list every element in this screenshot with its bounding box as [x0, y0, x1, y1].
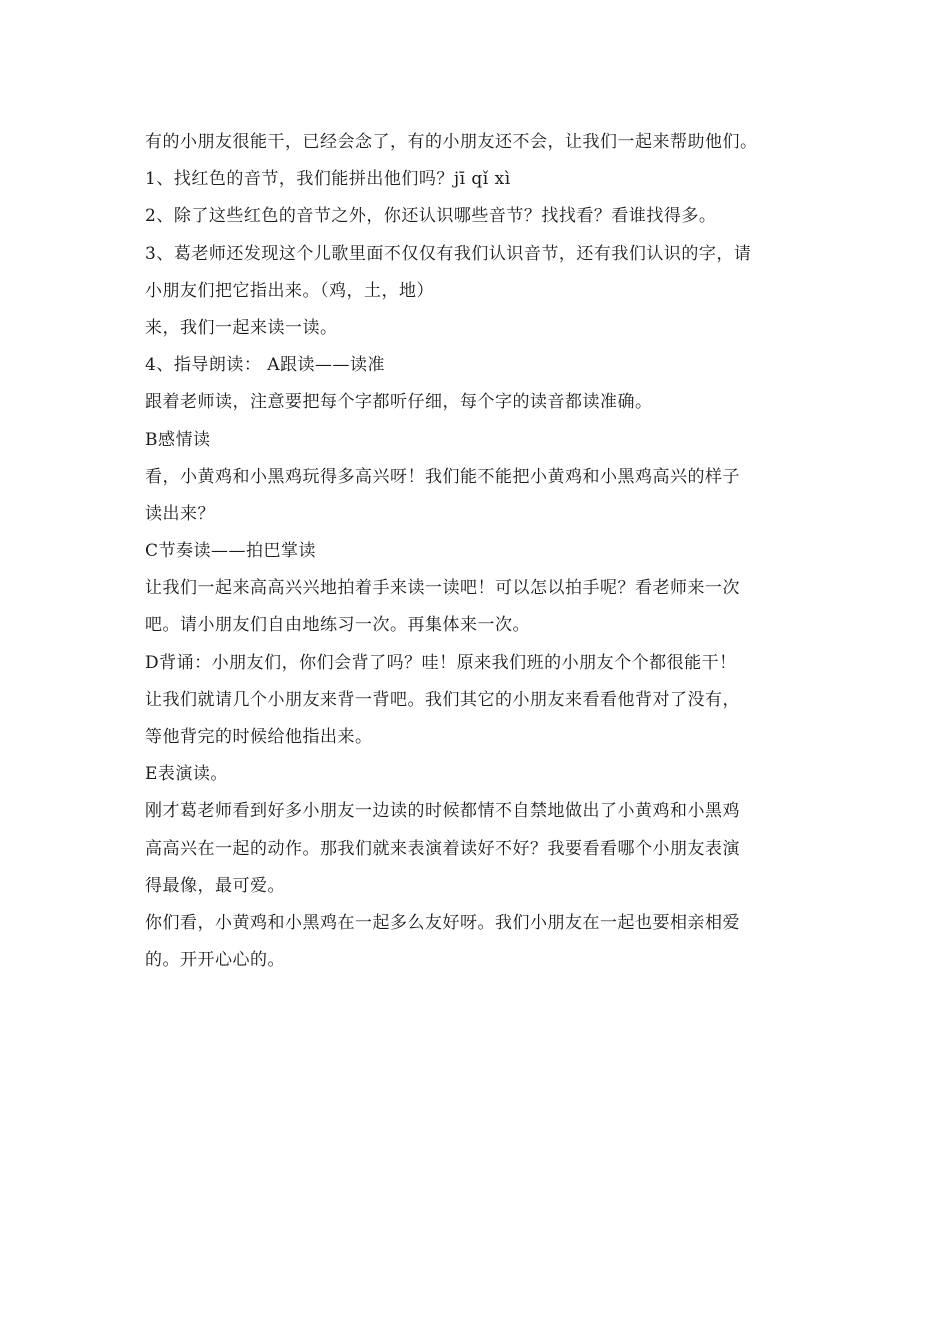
paragraph-line: 来，我们一起来读一读。: [145, 317, 338, 338]
paragraph-line: 得最像，最可爱。: [145, 875, 285, 896]
paragraph-line: E表演读。: [145, 764, 228, 785]
paragraph-line: 吧。请小朋友们自由地练习一次。再集体来一次。: [145, 615, 530, 636]
paragraph-line: 1、找红色的音节，我们能拼出他们吗？jī qǐ xì: [145, 169, 511, 190]
paragraph-line: B感情读: [145, 429, 211, 450]
paragraph-line: 小朋友们把它指出来。（鸡，土，地）: [145, 280, 434, 301]
paragraph-line: 的。开开心心的。: [145, 950, 285, 971]
paragraph-line: 你们看，小黄鸡和小黑鸡在一起多么友好呀。我们小朋友在一起也要相亲相爱: [145, 912, 740, 933]
paragraph-line: D背诵：小朋友们，你们会背了吗？哇！原来我们班的小朋友个个都很能干！: [145, 652, 737, 673]
paragraph-line: 看，小黄鸡和小黑鸡玩得多高兴呀！我们能不能把小黄鸡和小黑鸡高兴的样子: [145, 466, 740, 487]
document-body: [145, 124, 815, 979]
paragraph-line: 2、除了这些红色的音节之外，你还认识哪些音节？找找看？看谁找得多。: [145, 206, 717, 227]
paragraph-line: 等他背完的时候给他指出来。: [145, 727, 373, 747]
paragraph-line: 4、指导朗读： A跟读——读准: [145, 355, 385, 376]
paragraph-line: 有的小朋友很能干，已经会念了，有的小朋友还不会，让我们一起来帮助他们。: [145, 132, 758, 152]
paragraph-line: 跟着老师读，注意要把每个字都听仔细，每个字的读音都读准确。: [145, 392, 653, 413]
paragraph-line: 3、葛老师还发现这个儿歌里面不仅仅有我们认识音节，还有我们认识的字，请: [145, 243, 752, 264]
paragraph-line: 让我们一起来高高兴兴地拍着手来读一读吧！可以怎以拍手呢？看老师来一次: [145, 578, 740, 599]
paragraph-line: C节奏读——拍巴掌读: [145, 541, 317, 562]
paragraph-line: 读出来？: [145, 503, 215, 524]
paragraph-line: 刚才葛老师看到好多小朋友一边读的时候都情不自禁地做出了小黄鸡和小黑鸡: [145, 801, 740, 822]
paragraph-line: 让我们就请几个小朋友来背一背吧。我们其它的小朋友来看看他背对了没有，: [145, 689, 740, 710]
paragraph-line: 高高兴在一起的动作。那我们就来表演着读好不好？我要看看哪个小朋友表演: [145, 838, 740, 859]
